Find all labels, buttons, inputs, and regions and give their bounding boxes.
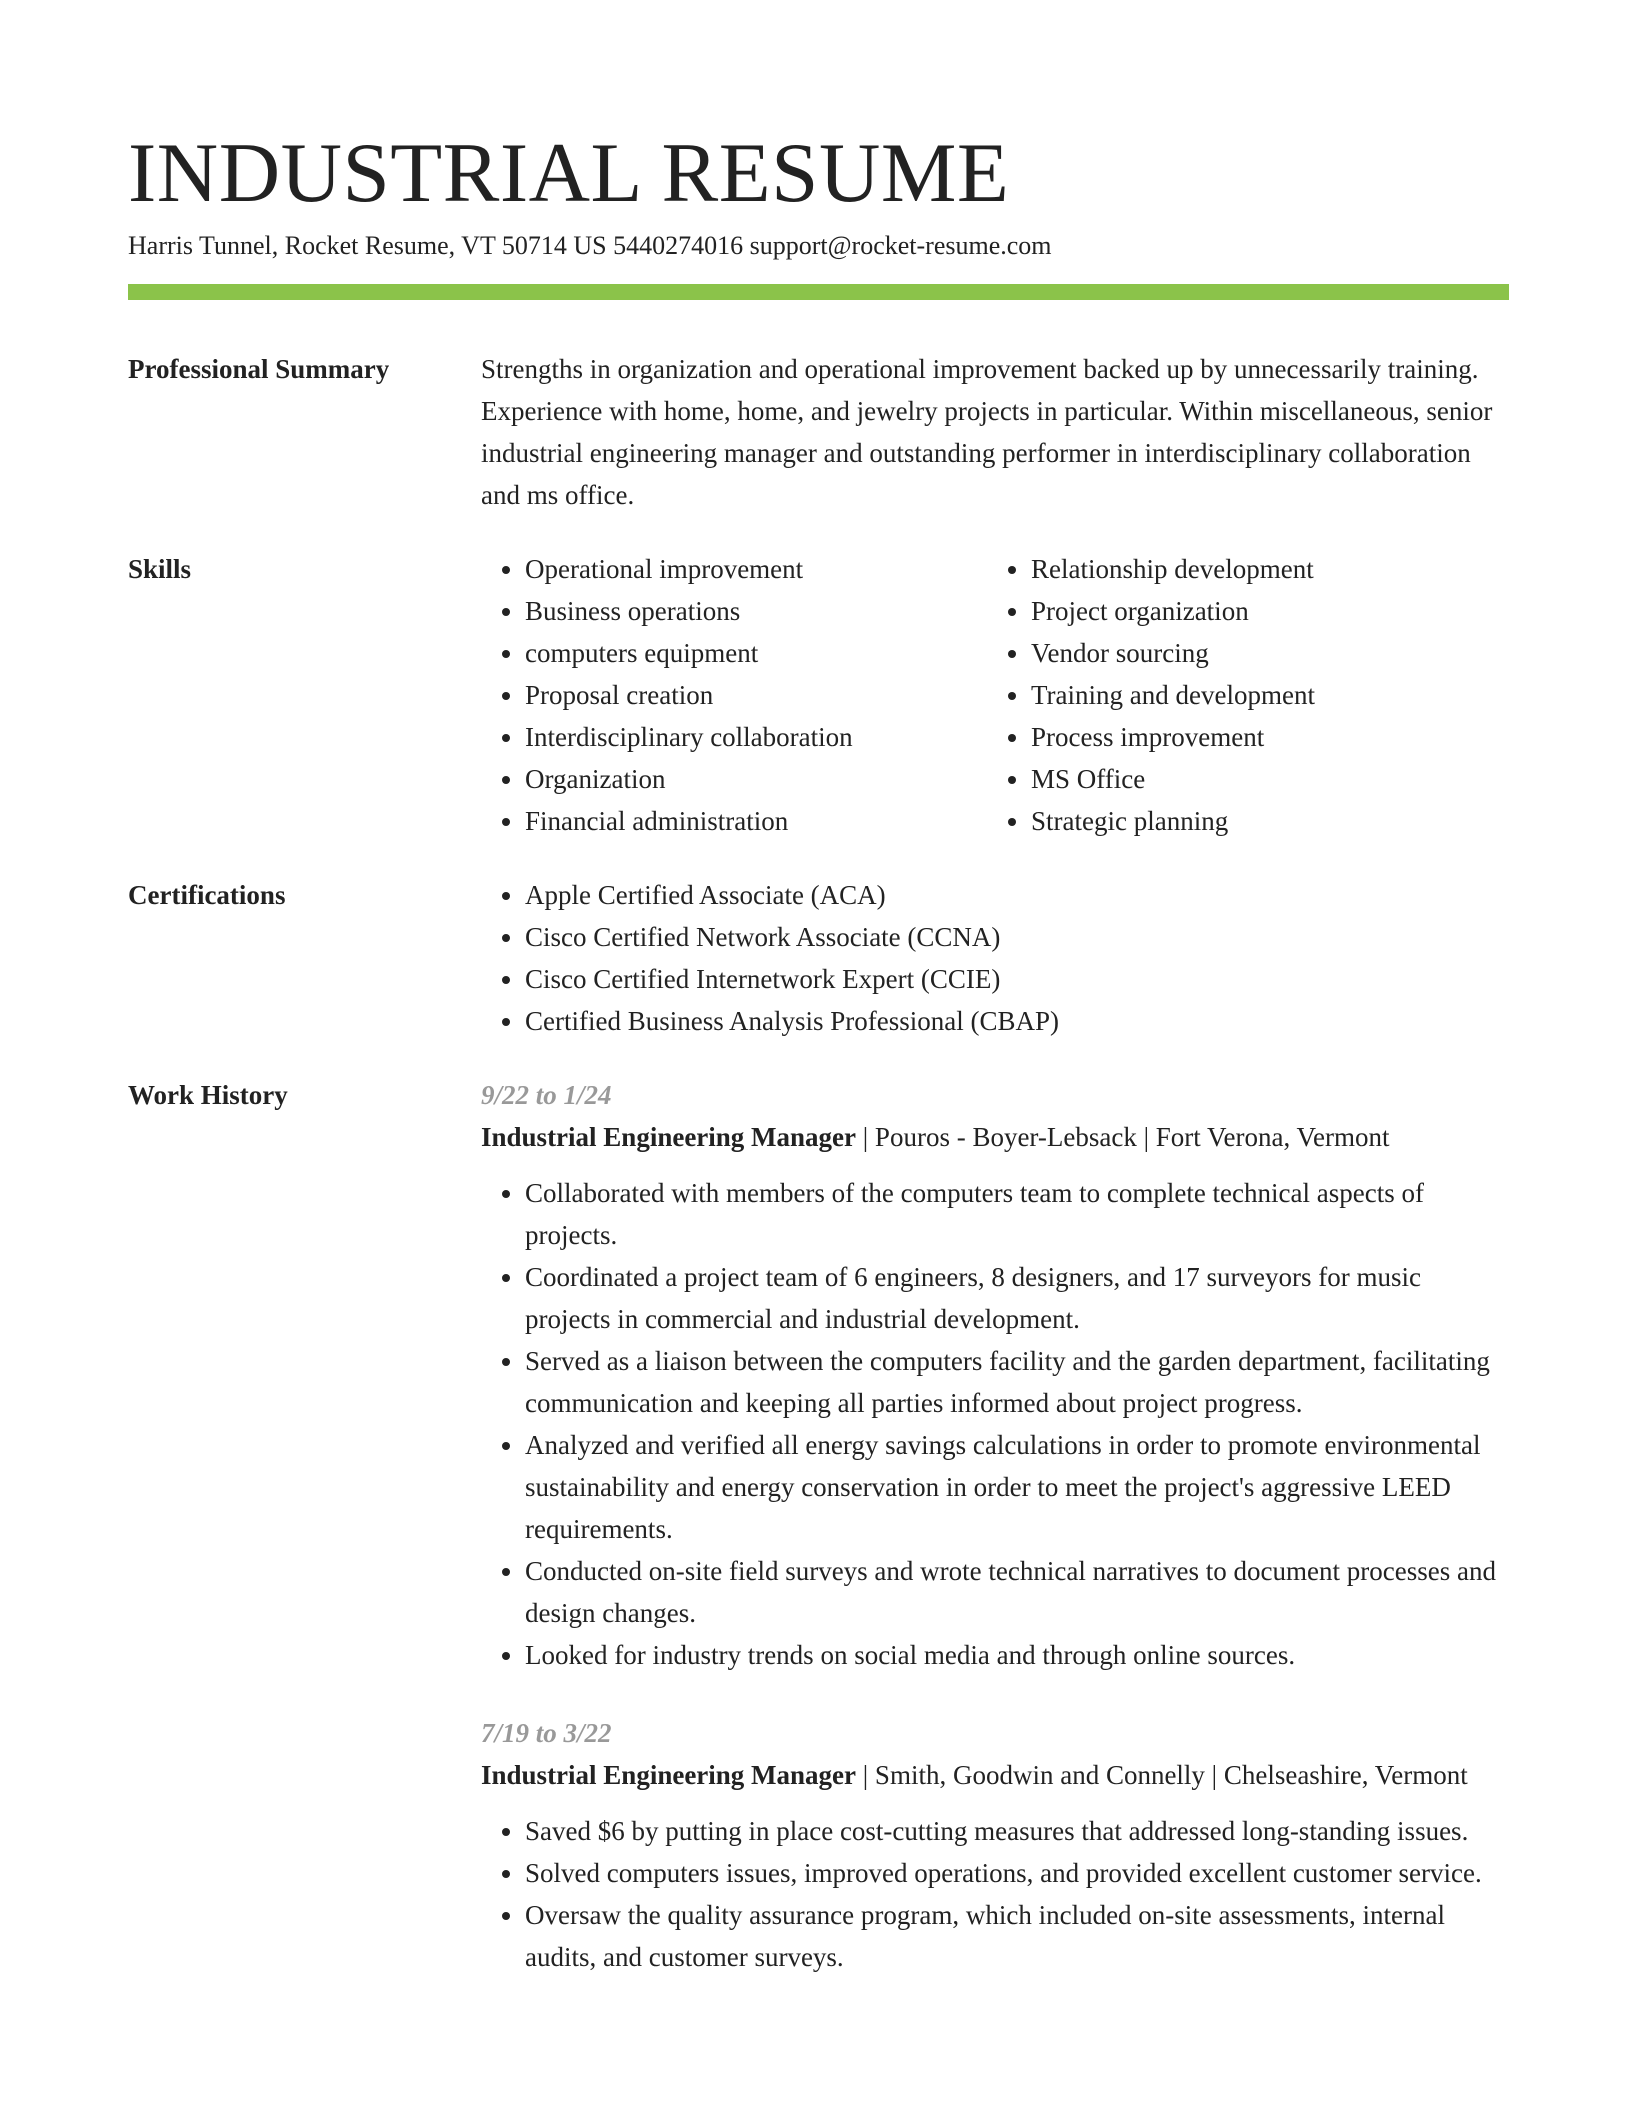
skill-item: • Project organization xyxy=(1031,590,1491,632)
contact-info: Harris Tunnel, Rocket Resume, VT 50714 US 5440274016 support@rocket-resume.com xyxy=(128,231,1052,260)
summary-text: Strengths in organization and operational improvement backed up by unnecessarily training. Experience with home, home, and jewelry projects in particular. Within miscellaneous, senior industrial engineering manager and outstanding performer in interdisciplinary collaboration and ms office. xyxy=(481,354,1493,510)
skill-item: • Relationship development xyxy=(1031,548,1491,590)
certifications-heading: Certifications xyxy=(128,880,286,910)
resume-name: INDUSTRIAL RESUME xyxy=(128,126,1010,220)
job-bullets xyxy=(481,1172,1509,1676)
skills-list-right xyxy=(987,548,1491,842)
job-title: Industrial Engineering Manager xyxy=(481,1760,857,1790)
skill-item: • Business operations xyxy=(525,590,987,632)
skill-item: • Organization xyxy=(525,758,987,800)
skills-heading: Skills xyxy=(128,554,192,584)
job-bullet: • Solved computers issues, improved operations, and provided excellent customer service. xyxy=(525,1852,1509,1894)
skills-section xyxy=(128,548,1509,842)
skill-item: • Proposal creation xyxy=(525,674,987,716)
job-bullet: • Served as a liaison between the computers facility and the garden department, facilitating communication and keeping all parties informed about project progress. xyxy=(525,1340,1509,1424)
skill-item: • Strategic planning xyxy=(1031,800,1491,842)
skill-item: • Financial administration xyxy=(525,800,987,842)
skills-list-left xyxy=(481,548,987,842)
job-bullets xyxy=(481,1810,1509,1978)
work-history-heading: Work History xyxy=(128,1080,288,1110)
job-header xyxy=(481,1754,1509,1796)
job-bullet: • Conducted on-site field surveys and wrote technical narratives to document processes and design changes. xyxy=(525,1550,1509,1634)
job-header xyxy=(481,1116,1509,1158)
skill-item: • Operational improvement xyxy=(525,548,987,590)
skill-item: • Interdisciplinary collaboration xyxy=(525,716,987,758)
skill-item: • computers equipment xyxy=(525,632,987,674)
job-dates: 7/19 to 3/22 xyxy=(481,1718,612,1748)
job-entry xyxy=(481,1712,1509,1978)
certifications-body xyxy=(481,874,1509,1042)
certifications-list xyxy=(481,874,1509,1042)
skill-item: • MS Office xyxy=(1031,758,1491,800)
header-divider xyxy=(128,284,1509,300)
summary-heading: Professional Summary xyxy=(128,354,390,384)
job-bullet: • Analyzed and verified all energy savings calculations in order to promote environmental sustainability and energy conservation in order to meet the project's aggressive LEED requirements. xyxy=(525,1424,1509,1550)
job-bullet: • Looked for industry trends on social media and through online sources. xyxy=(525,1634,1509,1676)
work-history-body xyxy=(481,1074,1509,2014)
certification-item: • Apple Certified Associate (ACA) xyxy=(525,874,1509,916)
job-bullet: • Oversaw the quality assurance program, which included on-site assessments, internal audits, and customer surveys. xyxy=(525,1894,1509,1978)
job-bullet: • Saved $6 by putting in place cost-cutting measures that addressed long-standing issues. xyxy=(525,1810,1509,1852)
certifications-section xyxy=(128,874,1509,1042)
certification-item: • Cisco Certified Network Associate (CCNA) xyxy=(525,916,1509,958)
work-history-section xyxy=(128,1074,1509,2014)
job-dates: 9/22 to 1/24 xyxy=(481,1080,612,1110)
certification-item: • Cisco Certified Internetwork Expert (CCIE) xyxy=(525,958,1509,1000)
skill-item: • Process improvement xyxy=(1031,716,1491,758)
resume-page xyxy=(128,118,1509,2014)
skill-item: • Vendor sourcing xyxy=(1031,632,1491,674)
job-bullet: • Collaborated with members of the computers team to complete technical aspects of projects. xyxy=(525,1172,1509,1256)
skill-item: • Training and development xyxy=(1031,674,1491,716)
summary-section xyxy=(128,348,1509,516)
skills-body xyxy=(481,548,1509,842)
job-employer-location: | Smith, Goodwin and Connelly | Chelseashire, Vermont xyxy=(856,1760,1468,1790)
job-employer-location: | Pouros - Boyer-Lebsack | Fort Verona, Vermont xyxy=(856,1122,1390,1152)
job-title: Industrial Engineering Manager xyxy=(481,1122,857,1152)
certification-item: • Certified Business Analysis Professional (CBAP) xyxy=(525,1000,1509,1042)
skills-columns xyxy=(481,548,1509,842)
job-entry xyxy=(481,1074,1509,1676)
job-bullet: • Coordinated a project team of 6 engineers, 8 designers, and 17 surveyors for music projects in commercial and industrial development. xyxy=(525,1256,1509,1340)
